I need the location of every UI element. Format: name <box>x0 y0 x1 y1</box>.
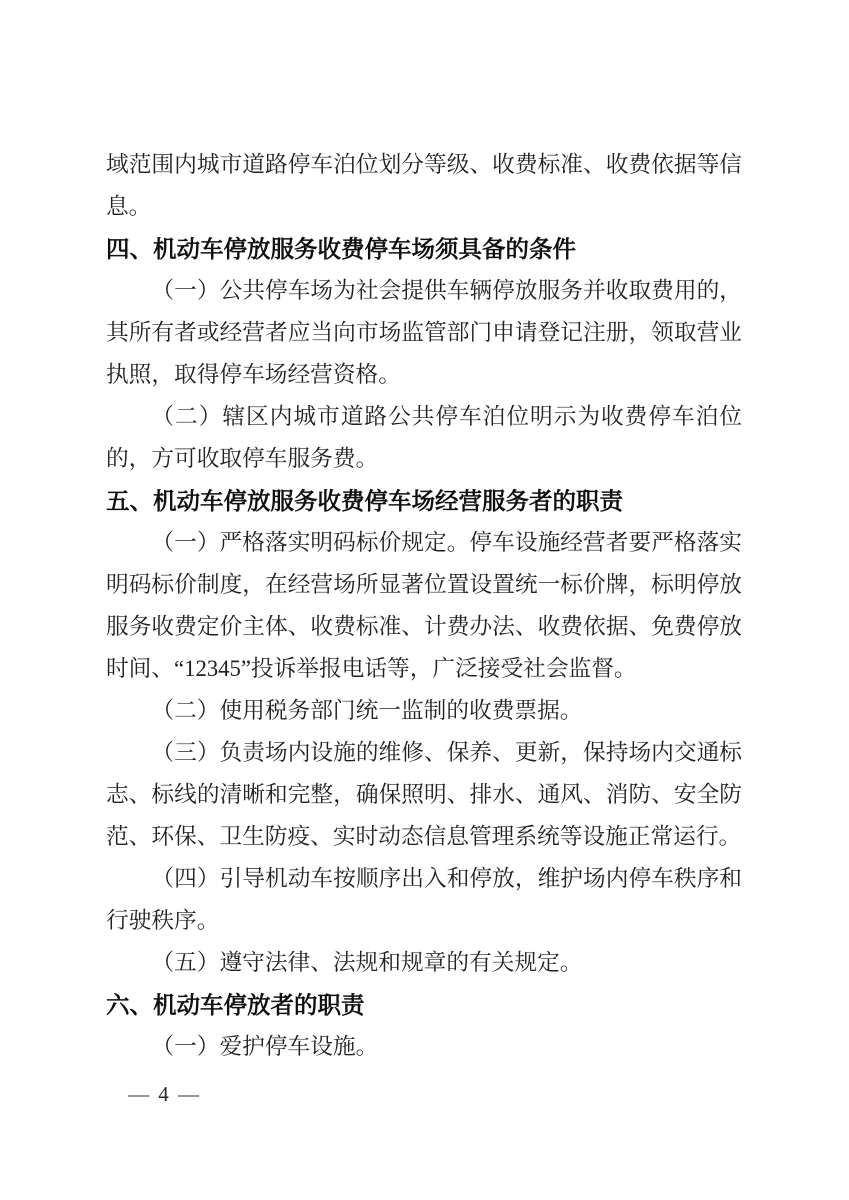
section-heading-6: 六、机动车停放者的职责 <box>106 992 365 1018</box>
paragraph: （五）遵守法律、法规和规章的有关规定。 <box>151 950 583 975</box>
paragraph: （三）负责场内设施的维修、保养、更新，保持场内交通标志、标线的清晰和完整，确保照明、排水、通风、消防、安全防范、环保、卫生防疫、实时动态信息管理系统等设施正常运行。 <box>106 740 742 849</box>
paragraph: （二）辖区内城市道路公共停车泊位明示为收费停车泊位的，方可收取停车服务费。 <box>106 404 742 471</box>
page-number: — 4 — <box>128 1082 201 1106</box>
paragraph-continuation: 域范围内城市道路停车泊位划分等级、收费标准、收费依据等信息。 <box>106 152 742 219</box>
document-body <box>106 144 742 1068</box>
paragraph: （二）使用税务部门统一监制的收费票据。 <box>151 698 583 723</box>
paragraph: （四）引导机动车按顺序出入和停放，维护场内停车秩序和行驶秩序。 <box>106 866 742 933</box>
section-heading-5: 五、机动车停放服务收费停车场经营服务者的职责 <box>106 488 623 514</box>
paragraph: （一）爱护停车设施。 <box>151 1034 379 1059</box>
section-heading-4: 四、机动车停放服务收费停车场须具备的条件 <box>106 236 576 262</box>
paragraph: （一）严格落实明码标价规定。停车设施经营者要严格落实明码标价制度，在经营场所显著位置设置统一标价牌，标明停放服务收费定价主体、收费标准、计费办法、收费依据、免费停放时间、“12345”投诉举报电话等，广泛接受社会监督。 <box>106 530 742 681</box>
paragraph: （一）公共停车场为社会提供车辆停放服务并收取费用的，其所有者或经营者应当向市场监管部门申请登记注册，领取营业执照，取得停车场经营资格。 <box>106 278 742 387</box>
